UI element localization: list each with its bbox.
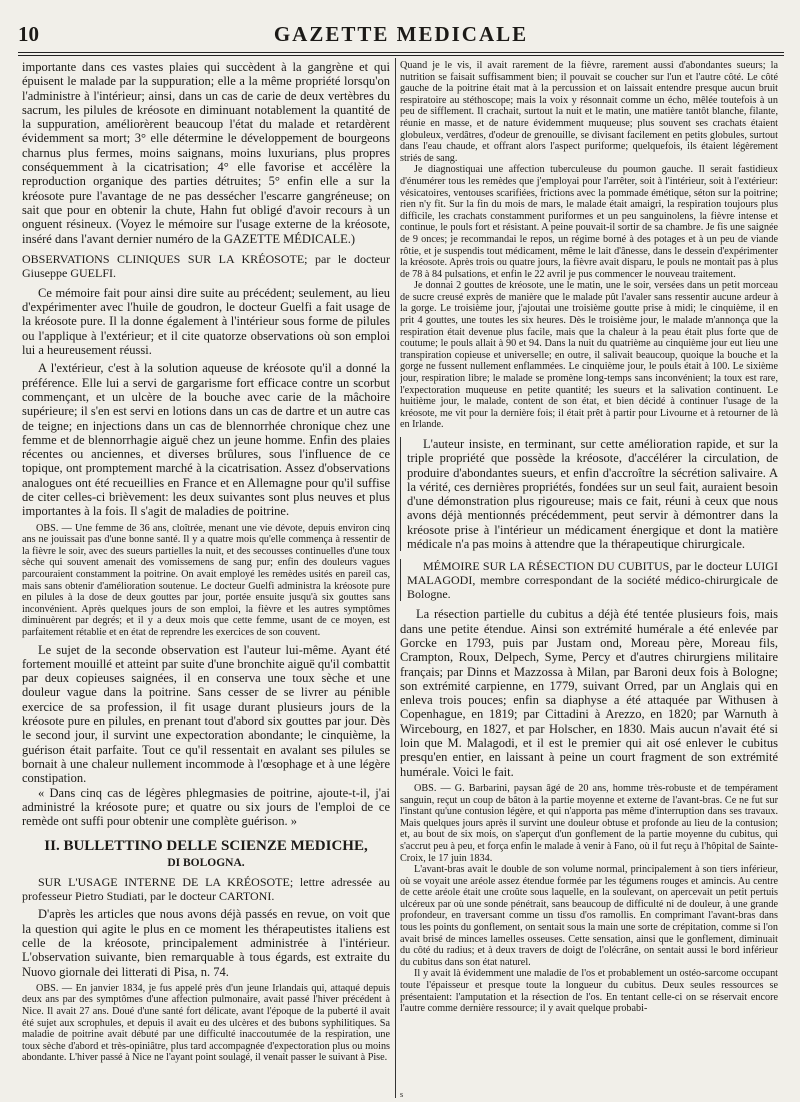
right-column (400, 60, 778, 1090)
paragraph: « Dans cinq cas de légères phlegmasies de poitrine, ajoute-t-il, j'ai administré la kréosote pure; et quatre ou six jours de l'emploi de ce remède ont suffi pour obtenir une complète guérison. » (22, 785, 390, 829)
observation-small: OBS. — G. Barbarini, paysan âgé de 20 ans, homme très-robuste et de tempérament sanguin, reçut un coup de bâton à la partie moyenne et externe de l'avant-bras. Ce ne fut sur l'instant qu'une contusion légère, et qui n'apporta pas même d'interruption dans ses travaux. Mais quelques jours après il survint une douleur obtuse et profonde au lieu de la contusion; et, au bout de six mois, on s'aperçut d'un gonflement de la partie moyenne du cubitus, qui s'accrut peu à peu, et força enfin le malade à venir à Fano, où il fut reçu à l'hôpital de Sainte-Croix, le 17 juin 1834. (400, 782, 778, 864)
journal-title: GAZETTE MEDICALE (273, 22, 529, 46)
paragraph-small: Quand je le vis, il avait rarement de la fièvre, rarement aussi d'abondantes sueurs; la nutrition se faisait suffisamment bien; il pouvait se coucher sur l'un et l'autre côté. Le côté gauche de la poitrine était mat à la percussion et on laissait entendre presque aucun bruit respiratoire au stéthoscope; mais la voix y résonnait comme un écho, mêlée toutefois à un peu de sifflement. Il crachait, surtout la nuit et le matin, une matière tantôt blanche, filante, réunie en masse, et de nature évidemment muqueuse; plus souvent ses crachats étaient globuleux, verdâtres, d'odeur de grenouille, se divisant facilement en petits globules, surtout dans l'eau chaude, et offrant alors l'aspect puriforme; quelquefois, ils étaient légèrement striés de sang. (400, 60, 778, 164)
paragraph: A l'extérieur, c'est à la solution aqueuse de kréosote qu'il a donné la préférence. Elle lui a servi de gargarisme fort efficace contre un scorbut commençant, et un ulcère de la bouche avec carie de la mâchoire supérieure; il s'en est servi en lotions dans un cas de dartre et un autre cas de teigne; en injections dans un cas de blennorrhée chronique chez une femme et de blennorrhagie aiguë chez un jeune homme. Enfin des plaies récentes ou anciennes, et diverses brûlures, sous l'influence de ce topique, ont promptement marché à la cicatrisation. Assez d'observations analogues ont été recueillies en France et en Allemagne pour qu'il suffise de citer celles-ci brièvement: les deux suivantes sont plus neuves et plus importantes à la fois. Il s'agit de maladies de poitrine. (22, 361, 390, 519)
section-subtitle: DI BOLOGNA. (167, 857, 245, 870)
paragraph: La résection partielle du cubitus a déjà été tentée plusieurs fois, mais dans une petite étendue. Ainsi son extrémité humérale a été enlevée par Gorcke en 1793, puis par Justam ond, Moreau père, Moreau fils, Crampton, Roux, Delpech, Syme, Percy et d'autres chirurgiens militaire français; par Dinns et Mazzossa à Milan, par Baroni deux fois à Bologne; son extrémité carpienne, en 1779, suivant Orred, par un Anglais qui en enleva trois pouces; enfin sa diaphyse a été attaquée par Withusen à Copenhague, en 1819; par Cittadini à Arezzo, en 1820; par Warnuth à Wircebourg, en 1827, et par Holscher, en 1830. Mais aucun n'avait été si loin que M. Malagodi, et il est le premier qui ait osé enlever le cubitus presqu'en entier, en laissant à peine un court fragment de son extrémité humérale. Voici le fait. (400, 607, 778, 779)
paragraph-small: L'avant-bras avait le double de son volume normal, principalement à son tiers inférieur, où se voyait une aréole assez étendue formée par les tégumens rouges et amincis. Au centre de cette aréole était une croûte sous laquelle, en la soulevant, on apercevait un petit pertuis ulcéreux par où une sonde pénétrait, sans beaucoup de difficulté ni de douleur, à une grande profondeur, en traversant comme un tissu d'os ramollis. En comprimant l'avant-bras dans tous les points du gonflement, on sentait sous la main une sorte de crépitation, comme si l'on avait brisé de minces lamelles osseuses. Cette sensation, ainsi que le gonflement, diminuait du côté du radius; et à deux travers de doigt de l'olécrâne, on sentait aussi le bord inférieur du cubitus dans son état naturel. (400, 864, 778, 968)
paragraph: importante dans ces vastes plaies qui succèdent à la gangrène et qui épuisent le malade par la suppuration; elle a la même propriété lorsqu'on l'administre à l'intérieur; ainsi, dans un cas de carie de deux vertèbres du sacrum, les pilules de kréosote en diminuant notablement la quantité de la suppuration, améliorèrent beaucoup l'état du malade et retardèrent évidemment sa mort; 3° elle détermine le développement de bourgeons charnus plus fermes, moins saignans, moins luxurians, plus propres conséquemment à la cicatrisation; 4° elle favorise et accélère la reproduction organique des parties détruites; 5° enfin elle a sur la kréosote pure l'avantage de ne pas dessécher l'escarre gangréneuse; on sait que pour en obtenir la chute, Hahn fut obligé d'avoir recours à un onguent résineux. (Voyez le mémoire sur l'usage externe de la kréosote, inséré dans l'avant dernier numéro de la GAZETTE MÉDICALE.) (22, 60, 390, 246)
observation-small: OBS. — En janvier 1834, je fus appelé près d'un jeune Irlandais qui, attaqué depuis deux ans par des symptômes d'une affection pulmonaire, avait passé l'hiver précédent à Nice. Il avait 27 ans. Doué d'une santé fort délicate, avant l'époque de la puberté il avait été sujet aux scrophules, et depuis il avait eu des ulcères et des bubons syphilitiques. Sa maladie de poitrine avait débuté par une difficulté inaccoutumée de la respiration, une toux sèche d'abord et très-opiniâtre, plus tard accompagnée d'expectoration plus ou moins abondante. L'hiver passé à Nice ne l'ayant point soulagé, il venait passer le suivant à Pise. (22, 982, 390, 1064)
paragraph-small: Il y avait là évidemment une maladie de l'os et probablement un ostéo-sarcome occupant toute l'épaisseur et presque toute la longueur du cubitus. Deux seules ressources se présentaient: l'amputation et la résection de l'os. En tentant celle-ci on se réservait encore l'autre comme dernière ressource; il y avait quelque probabi- (400, 968, 778, 1015)
signature-mark: s (400, 1090, 404, 1099)
paragraph: L'auteur insiste, en terminant, sur cette amélioration rapide, et sur la triple propriété que possède la kréosote, d'accélérer la circulation, de produire d'abondantes sueurs, et enfin d'accroître la sécrétion salivaire. A la vérité, ces dernières propriétés, fondées sur un seul fait, auraient besoin d'une démonstration plus rigoureuse; mais ce fait, réuni à ceux que nous avons déjà mentionnés précédemment, peut servir à démontrer dans la kréosote prise à l'intérieur un médicament énergique et dont la matière médicale n'a pas moins à attendre que la thérapeutique chirurgicale. (400, 437, 778, 551)
article-heading: MÉMOIRE SUR LA RÉSECTION DU CUBITUS, par le docteur LUIGI MALAGODI, membre correspondant de la société médico-chirurgicale de Bologne. (400, 559, 778, 601)
paragraph-small: Je diagnostiquai une affection tuberculeuse du poumon gauche. Il serait fastidieux d'énumérer tous les remèdes que j'employai pour l'arrêter, soit à l'intérieur, soit à l'extérieur: vésicatoires, ventouses scarifiées, frictions avec la pommade émétique, séton sur la poitrine; rien n'y fit. Sur la fin du mois de mars, le malade était amaigri, la respiration toujours plus difficile, les crachats constamment puriformes et un peu sanguinolens, la fièvre intense et continue, le pouls fort et résistant. A peine pouvait-il sortir de sa chambre. Je fis une saignée de 9 onces; je recommandai le repos, un régime borné à des potages et à un peu de viande rôtie, et je suspendis tout médicament, même le lait d'ânesse, dans le dessein d'expérimenter la kréosote. Après trois ou quatre jours, la fièvre avait disparu, le pouls ne montait pas à plus de 78 à 84 pulsations, et enfin le 22 avril je pus commencer le nouveau traitement. (400, 164, 778, 280)
page-number: 10 (18, 22, 39, 46)
paragraph: Le sujet de la seconde observation est l'auteur lui-même. Ayant été fortement mouillé et atteint par suite d'une bronchite aiguë qu'il combattit par deux copieuses saignées, il en conserva une toux sèche et une douleur vague dans la poitrine. Sans cesser de se livrer au pénible exercice de sa profession, il fit usage durant plusieurs jours de la kréosote pure en pilules, en prenant tout d'abord six gouttes par jour. Dès le second jour, il survint une expectoration abondante; le cinquième, la guérison était parfaite. Tout ce qu'il ressentait en avalant ses pilules se bornait à une chaleur nullement incommode à l'œsophage et à une légère constipation. (22, 642, 390, 786)
header-rule (18, 52, 784, 56)
section-title: II. BULLETTINO DELLE SCIENZE MEDICHE, (44, 838, 368, 855)
page-header (18, 22, 784, 48)
section-heading: OBSERVATIONS CLINIQUES SUR LA KRÉOSOTE; par le docteur Giuseppe GUELFI. (22, 251, 390, 280)
left-column (22, 60, 390, 1090)
column-divider (395, 58, 396, 1098)
paragraph-small: Je donnai 2 gouttes de kréosote, une le matin, une le soir, versées dans un petit morceau de sucre creusé exprès de manière que le malade pût l'avaler sans ressentir aucune ardeur à la gorge. Le troisième jour, j'ajoutai une troisième goutte prise à midi; le cinquième, il en prit 4 gouttes, une toutes les six heures. Dès le troisième jour, le malade m'annonça que la respiration était devenue plus facile, mais que la chaleur à la peau était plus forte que de coutume; le pouls allait à 90 et 94. Dans la nuit du quatrième au cinquième jour eut lieu une transpiration copieuse et universelle; en outre, il salivait beaucoup, quoique la bouche et la gorge ne fussent nullement enflammées. Le cinquième jour, le pouls était à 100. Le sixième jour, respiration libre; le malade se promène long-temps sans inconvénient; la toux est rare, l'expectoration muqueuse en petite quantité; les sueurs et la salivation continuent. Le huitième jour, le malade, content de son état, et bien décidé à continuer l'usage de la kréosote, me vit pour la dernière fois; il était prêt à partir pour Livourne et à retourner de là en Irlande. (400, 280, 778, 431)
article-heading: SUR L'USAGE INTERNE DE LA KRÉOSOTE; lettre adressée au professeur Pietro Studiati, par le docteur CARTONI. (22, 875, 390, 904)
observation-small: OBS. — Une femme de 36 ans, cloîtrée, menant une vie dévote, depuis environ cinq ans ne jouissait pas d'une bonne santé. Il y a quatre mois qu'elle commença à ressentir de la fièvre le soir, avec des sueurs partielles la nuit, et des secousses continuelles d'une toux sèche qui souvent amenait des vomissemens de sang pur; enfin des douleurs vagues parcouraient constamment la poitrine. On avait employé les remèdes usités en pareil cas, mais sans obtenir d'amélioration soutenue. Le docteur Guelfi administra la kréosote pure en pilules à la dose de deux gouttes par jour, portée ensuite jusqu'à six gouttes sans inconvénient. Après quelques jours de son emploi, la fièvre et les autres symptômes diminuèrent par degrés; et il y a deux mois que cette femme, usant de ce moyen, est parfaitement rétablie et en état de reprendre les exercices de son couvent. (22, 522, 390, 638)
paragraph: D'après les articles que nous avons déjà passés en revue, on voit que la question qui agite le plus en ce moment les thérapeutistes italiens est celle de la kréosote, principalement administrée à l'intérieur. L'observation suivante, bien remarquable à tous égards, est extraite du Nuovo giornale dei litterati di Pisa, n. 74. (22, 907, 390, 979)
paragraph: Ce mémoire fait pour ainsi dire suite au précédent; seulement, au lieu d'expérimenter avec l'huile de goudron, le docteur Guelfi a fait usage de la kréosote pure. Il la donne également à l'intérieur sous forme de pilules ou l'applique à l'extérieur; et il cite quatorze observations où son emploi lui a heureusement réussi. (22, 285, 390, 358)
